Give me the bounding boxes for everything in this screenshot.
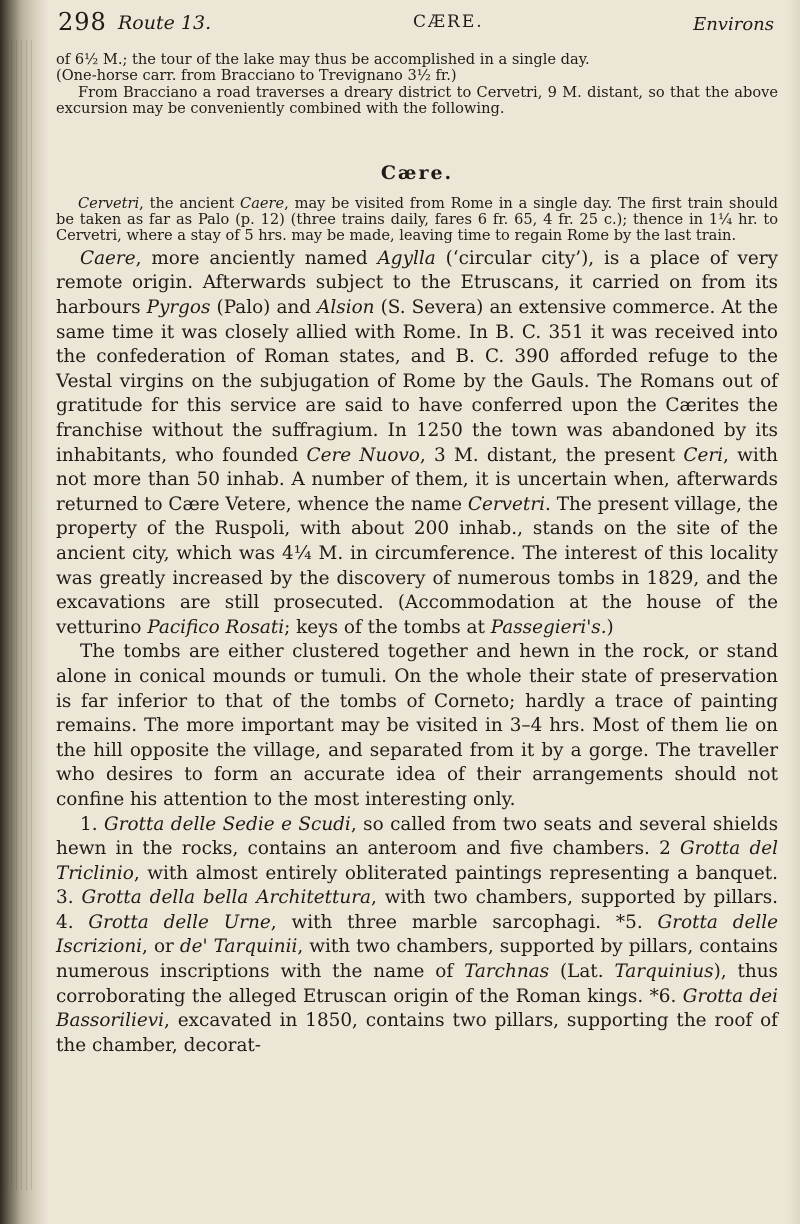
- tombs-paragraph: The tombs are either clustered together and hewn in the rock, or stand alone in conical mounds or tumuli. On the whole their state of preservation is far inferior to that of the tombs of Corneto; hardly a trace of painting remains. The more important may be visited in 3–4 hrs. Most of them lie on the hill opposite the village, and separated from it by a gorge. The traveller who desires to form an accurate idea of their arrangements should not confine his attention to the most interesting only.: [56, 641, 778, 810]
- term-cervetri: Cervetri: [78, 194, 140, 212]
- place-label: CÆRE.: [413, 12, 484, 32]
- intro-line-1: of 6½ M.; the tour of the lake may thus be accomplished in a single day.: [56, 51, 590, 68]
- tomb-list-paragraph: 1. Grotta delle Sedie e Scudi, so called from two seats and several shields hewn in the rocks, contains an anteroom and five chambers. 2 Grotta del Triclinio, with almost entirely obliterated paintings representing a banquet. 3. Grotta della bella Architettura, with two chambers, supported by pillars. 4. Grotta delle Urne, with three marble sarcophagi. *5. Grotta delle Iscrizioni, or de' Tarquinii, with two chambers, supported by pillars, contains numerous inscriptions with the name of Tarchnas (Lat. Tarquinius), thus corroborating the alleged Etruscan origin of the Roman kings. *6. Grotta dei Bassorilievi, excavated in 1850, contains two pillars, supporting the roof of the chamber, decorat-: [56, 813, 779, 1056]
- running-head: [56, 0, 778, 52]
- route-label: Route 13.: [118, 12, 212, 34]
- visit-info: Cervetri, the ancient Caere, may be visited from Rome in a single day. The first train should be taken as far as Palo (p. 12) (three trains daily, fares 6 fr. 65, 4 fr. 25 c.); thence in 1¼ hr. to Cervetri, where a stay of 5 hrs. may be made, leaving time to regain Rome by the last train.: [56, 194, 778, 245]
- intro-paragraph: From Bracciano a road traverses a dreary district to Cervetri, 9 M. distant, so that the above excursion may be conveniently combined with the following.: [56, 83, 778, 118]
- page-number: 298: [58, 8, 107, 36]
- page-edge: [786, 0, 800, 1224]
- section-label: Environs: [693, 14, 774, 35]
- book-spine-shadow: [0, 0, 48, 1224]
- history-paragraph: Caere, more anciently named Agylla (‘circular city’), is a place of very remote origin. Afterwards subject to the Etruscans, it carried on from its harbours Pyrgos (Palo) and Alsion (S. Severa) an extensive commerce. At the same time it was closely allied with Rome. In B. C. 351 it was received into the confederation of Roman states, and B. C. 390 afforded refuge to the Vestal virgins on the subjugation of Rome by the Gauls. The Romans out of gratitude for this service are said to have conferred upon the Cærites the franchise without the suffragium. In 1250 the town was abandoned by its inhabitants, who founded Cere Nuovo, 3 M. distant, the present Ceri, with not more than 50 inhab. A number of them, it is uncertain when, afterwards returned to Cære Vetere, whence the name Cervetri. The present village, the property of the Ruspoli, with about 200 inhab., stands on the site of the ancient city, which was 4¼ M. in circumference. The interest of this locality was greatly increased by the discovery of numerous tombs in 1829, and the excavations are still prosecuted. (Accommodation at the house of the vetturino Pacifico Rosati; keys of the tombs at Passegieri's.): [56, 247, 778, 638]
- intro-line-2: (One-horse carr. from Bracciano to Trevignano 3½ fr.): [56, 67, 457, 85]
- main-text: [56, 247, 778, 1059]
- intro-block: [56, 52, 778, 118]
- section-title: Cære.: [380, 161, 454, 184]
- small-print-paragraph: [56, 196, 778, 245]
- book-page: [56, 0, 778, 1058]
- binding-texture: [6, 40, 36, 1190]
